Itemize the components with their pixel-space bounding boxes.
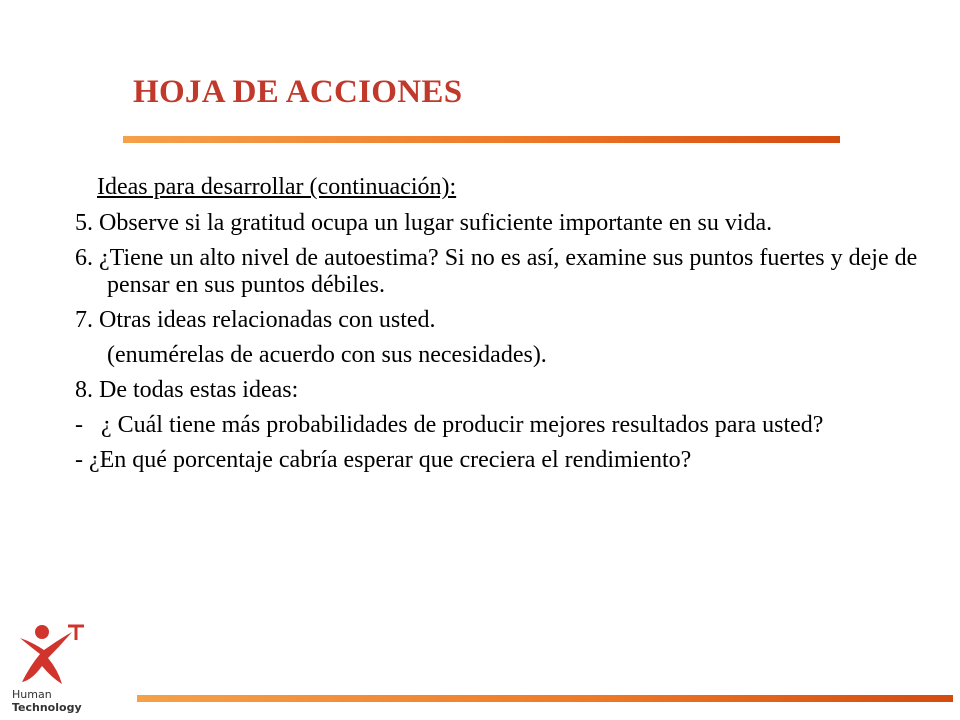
list-item-note: (enumérelas de acuerdo con sus necesidades). [107, 342, 547, 368]
list-item: - ¿En qué porcentaje cabría esperar que creciera el rendimiento? [75, 447, 692, 473]
company-logo [8, 620, 108, 716]
human-figure-icon [12, 620, 92, 690]
subtitle: Ideas para desarrollar (continuación): [97, 174, 457, 200]
footer-divider [137, 695, 953, 702]
page-title: HOJA DE ACCIONES [133, 74, 463, 110]
logo-line-2: Technology [12, 701, 82, 714]
list-item: - ¿ Cuál tiene más probabilidades de producir mejores resultados para usted? [75, 412, 824, 438]
title-divider [123, 136, 840, 143]
list-item: 6. ¿Tiene un alto nivel de autoestima? Si no es así, examine sus puntos fuertes y deje de pensar en sus puntos débiles. [75, 245, 918, 298]
logo-text [12, 688, 82, 714]
list-item: 7. Otras ideas relacionadas con usted. [75, 307, 436, 333]
list-item: 8. De todas estas ideas: [75, 377, 299, 403]
list-item: 5. Observe si la gratitud ocupa un lugar suficiente importante en su vida. [75, 210, 773, 236]
logo-line-1: Human [12, 688, 52, 701]
content-body [75, 174, 945, 482]
